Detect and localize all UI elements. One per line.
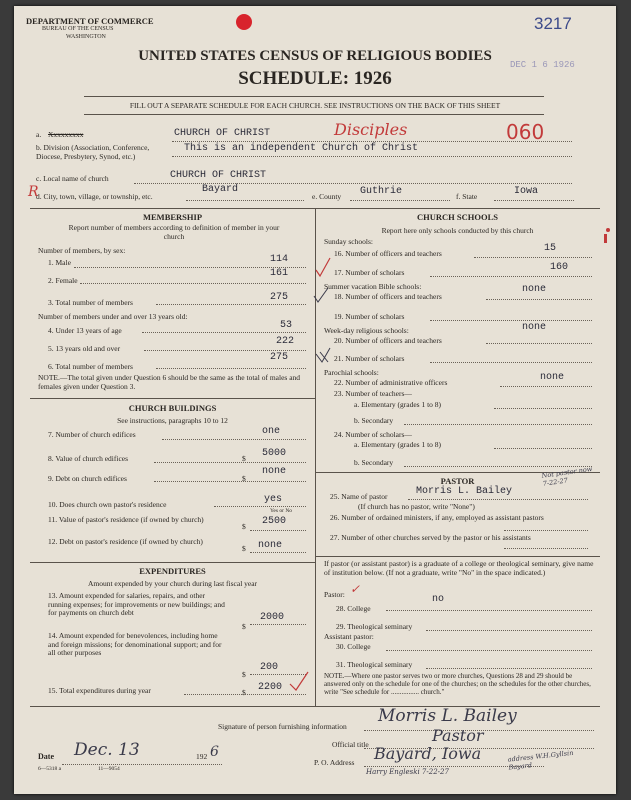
- q20-label: 20. Number of officers and teachers: [334, 336, 442, 345]
- q26-label: 26. Number of ordained ministers, if any, employed as assistant pastors: [330, 513, 544, 522]
- pastor-red-mark: ✓: [350, 582, 361, 596]
- schools-heading: CHURCH SCHOOLS: [417, 212, 498, 222]
- local-name-value: CHURCH OF CHRIST: [170, 170, 267, 181]
- q21-label: 21. Number of scholars: [334, 354, 405, 363]
- q25-note: (If church has no pastor, write "None"): [358, 502, 475, 511]
- received-stamp: DEC 1 6 1926: [510, 60, 575, 70]
- title-label: Official title: [332, 740, 369, 749]
- q8-value: 5000: [262, 448, 287, 459]
- bureau-city: WASHINGTON: [66, 34, 106, 40]
- pastor-label: Pastor:: [324, 590, 345, 599]
- q2-label: 2. Female: [48, 276, 78, 285]
- q20-value: none: [522, 322, 547, 333]
- address-value: Bayard, Iowa: [374, 744, 482, 763]
- field-a-struck: Xxxxxxxxx: [48, 130, 84, 139]
- weekday-schools-label: Week-day religious schools:: [324, 326, 409, 335]
- q24b-label: b. Secondary: [354, 458, 394, 467]
- q22-label: 22. Number of administrative officers: [334, 378, 448, 387]
- schools-intro: Report here only schools conducted by this church: [381, 226, 534, 235]
- summer-schools-label: Summer vacation Bible schools:: [324, 282, 422, 291]
- q9-value: none: [262, 466, 287, 477]
- q7-label: 7. Number of church edifices: [48, 430, 136, 439]
- red-marker-dot: [236, 14, 252, 30]
- form-number: 6—5318 a: [38, 766, 62, 772]
- q5-label: 5. 13 years old and over: [48, 344, 121, 353]
- membership-by-sex: Number of members, by sex:: [38, 246, 126, 255]
- membership-intro: Report number of members according to definition of member in your church: [68, 223, 280, 241]
- q23b-label: b. Secondary: [354, 416, 394, 425]
- q3-value: 275: [270, 292, 289, 303]
- city-value: Bayard: [202, 184, 239, 195]
- field-d-label: d. City, town, village, or township, etc.: [36, 192, 153, 201]
- q17-label: 17. Number of scholars: [334, 268, 405, 277]
- year-digit: 6: [210, 744, 219, 760]
- serial-number: 3217: [534, 14, 572, 33]
- q24a-label: a. Elementary (grades 1 to 8): [354, 440, 442, 449]
- q28-value: no: [432, 594, 445, 605]
- yes-no-hint: Yes or No: [270, 508, 293, 514]
- total-checkmark: [288, 670, 312, 694]
- form-title: UNITED STATES CENSUS OF RELIGIOUS BODIES: [138, 48, 492, 64]
- department-name: DEPARTMENT OF COMMERCE: [26, 16, 154, 26]
- q5-value: 222: [276, 336, 295, 347]
- q28-label: 28. College: [336, 604, 371, 613]
- buildings-intro: See instructions, paragraphs 10 to 12: [117, 416, 228, 425]
- q17-value: 160: [550, 262, 569, 273]
- q15-label: 15. Total expenditures during year: [48, 686, 151, 695]
- expenditures-intro: Amount expended by your church during last fiscal year: [87, 579, 258, 588]
- margin-check-mark: R: [28, 184, 39, 200]
- field-a-prefix: a.: [36, 130, 42, 139]
- q3-label: 3. Total number of members: [48, 298, 133, 307]
- membership-heading: MEMBERSHIP: [142, 212, 203, 222]
- membership-age-intro: Number of members under and over 13 years old:: [38, 312, 188, 321]
- state-value: Iowa: [514, 186, 539, 197]
- q31-label: 31. Theological seminary: [336, 660, 413, 669]
- q12-value: none: [258, 540, 283, 551]
- q12-label: 12. Debt on pastor's residence (if owned by church): [48, 537, 203, 546]
- q15-value: 2200: [258, 682, 283, 693]
- q6-label: 6. Total number of members: [48, 362, 133, 371]
- annotation-new-pastor: Harry Engleski 7-22-27: [366, 768, 449, 776]
- q10-label: 10. Does church own pastor's residence: [48, 500, 167, 509]
- annotation-address: address W.H.Gyllsin Bayard: [507, 748, 574, 772]
- denomination-note: Disciples: [334, 120, 408, 139]
- q2-value: 161: [270, 268, 289, 279]
- q14-label: 14. Amount expended for benevolences, including home and foreign missions; for denominational support; and for all other purposes: [48, 631, 222, 657]
- bureau-name: BUREAU OF THE CENSUS: [42, 26, 114, 32]
- expenditures-heading: EXPENDITURES: [139, 566, 206, 576]
- signature-label: Signature of person furnishing information: [218, 722, 347, 731]
- q11-label: 11. Value of pastor's residence (if owned by church): [48, 515, 204, 524]
- q13-value: 2000: [260, 612, 285, 623]
- q23a-label: a. Elementary (grades 1 to 8): [354, 400, 442, 409]
- q25-value: Morris L. Bailey: [416, 486, 513, 497]
- tally-checkmarks: [300, 256, 334, 368]
- date-label: Date: [38, 752, 54, 761]
- pastor-note: NOTE.—Where one pastor serves two or more churches, Questions 28 and 29 should be answered only on the schedule for one of the churches; on the schedules for the other churches, write "See schedule for ................ church.": [324, 672, 591, 696]
- q27-label: 27. Number of other churches served by the pastor or his assistants: [330, 533, 531, 542]
- buildings-heading: CHURCH BUILDINGS: [128, 403, 217, 413]
- classification-code: 060: [506, 120, 545, 144]
- q16-value: 15: [544, 243, 557, 254]
- county-value: Guthrie: [360, 186, 403, 197]
- graduate-note: If pastor (or assistant pastor) is a graduate of a college or theological seminary, give name of institution below. (If not a graduate, write "No" in the space indicated.): [324, 559, 594, 577]
- q23-label: 23. Number of teachers—: [334, 389, 412, 398]
- q6-value: 275: [270, 352, 289, 363]
- field-f-label: f. State: [456, 192, 478, 201]
- q19-label: 19. Number of scholars: [334, 312, 405, 321]
- field-c-label: c. Local name of church: [36, 174, 109, 183]
- sunday-schools-label: Sunday schools:: [324, 237, 373, 246]
- division-value: This is an independent Church of Christ: [184, 143, 419, 154]
- title-value: Pastor: [432, 726, 484, 745]
- q30-label: 30. College: [336, 642, 371, 651]
- signature-value: Morris L. Bailey: [378, 706, 517, 726]
- address-label: P. O. Address: [314, 758, 355, 767]
- parochial-schools-label: Parochial schools:: [324, 368, 379, 377]
- q4-label: 4. Under 13 years of age: [48, 326, 122, 335]
- q1-value: 114: [270, 254, 289, 265]
- q13-label: 13. Amount expended for salaries, repairs, and other running expenses; for improvements or new buildings; and for payments on church debt: [48, 591, 225, 617]
- q16-label: 16. Number of officers and teachers: [334, 249, 442, 258]
- q9-label: 9. Debt on church edifices: [48, 474, 127, 483]
- q1-label: 1. Male: [48, 258, 71, 267]
- schedule-title: SCHEDULE: 1926: [238, 68, 392, 89]
- field-b-label: b. Division (Association, Conference, Diocese, Presbytery, Synod, etc.): [36, 143, 150, 161]
- form-instruction: FILL OUT A SEPARATE SCHEDULE FOR EACH CHURCH. SEE INSTRUCTIONS ON THE BACK OF THIS SHEET: [129, 101, 501, 110]
- q14-value: 200: [260, 662, 279, 673]
- membership-note: NOTE.—The total given under Question 6 should be the same as the total of males and females given under Question 3.: [38, 373, 301, 391]
- pastor-heading: PASTOR: [440, 476, 475, 486]
- field-e-label: e. County: [312, 192, 342, 201]
- q10-value: yes: [264, 494, 283, 505]
- form-number-2: 11—9054: [98, 766, 120, 772]
- q24-label: 24. Number of scholars—: [334, 430, 412, 439]
- denomination-value: CHURCH OF CHRIST: [174, 128, 271, 139]
- q29-label: 29. Theological seminary: [336, 622, 413, 631]
- assistant-pastor-label: Assistant pastor:: [324, 632, 374, 641]
- census-schedule-form: DEPARTMENT OF COMMERCE BUREAU OF THE CENSUS WASHINGTON 3217 DEC 1 6 1926 UNITED STATES CENSUS OF RELIGIOUS BODIES SCHEDULE: 1926 FILL OUT A SEPARATE SCHEDULE FOR EACH CHURCH. SEE INSTRUCTIONS ON THE BACK OF THIS SHEET 060 a. Xxxxxxxxx CHURCH OF CHRIST Disciples b. Division (Association, Conference, Diocese, Presbytery, Synod, etc.) This is an independent Church of Christ c. Local name of church CHURCH OF CHRIST R d. City, town, village, or township, etc. Bayard e. County Guthrie f. State Iowa MEMBERSHIP Report number of members according to definition of member in your church Number of members, by sex: 1. Male 114 2. Female 161 3. Total number of members 275 Number of members under and over 13 years old: 4. Under 13 years of age 53 5. 13 years old and over 222 6. Total number of members 275 NOTE.—The total given under Question 6 should be the same as the total of males and females given under Question 3. CHURCH BUILDINGS See instructions, paragraphs 10 to 12 7. Number of church edifices one 8. Value of church edifices $ 5000 9. Debt on church edifices $ none 10. Does church own pastor's residence yes Yes or No 11. Value of pastor's residence (if owned by church) $ 2500 12. Debt on pastor's residence (if owned by church) $ none EXPENDITURES Amount expended by your church during last fiscal year 13. Amount expended for salaries, repairs, and other running expenses; for improvements or new buildings; and for payments on church debt $ 2000 14. Amount expended for benevolences, including home and foreign missions; for denominational support; and for all other purposes $ 200 15. Total expenditures during year $ 2200 CHURCH SCHOOLS Report here only schools conducted by this church Sunday schools: 16. Number of officers and teachers 15 17. Number of scholars 160 Summer vacation Bible schools: 18. Number of officers and teachers none 19. Number of scholars Week-day religious schools: 20. Number of officers and teachers none 21. Number of scholars Parochial schools: 22. Number of administrative officers none 23. Number of teachers— a. Elementary (grades 1 to 8) b. Secondary 24. Number of scholars— a. Elementary (grades 1 to 8) b. Secondary PASTOR Not pastor now 7-22-27 25. Name of pastor Morris L. Bailey (If church has no pastor, write "None") 26. Number of ordained ministers, if any, employed as assistant pastors 27. Number of other churches served by the pastor or his assistants If pastor (or assistant pastor) is a graduate of a college or theological seminary, give name of institution below. (If not a graduate, write "No" in the space indicated.) Pastor: ✓ 28. College no 29. Theological seminary Assistant pastor: 30. College 31. Theological seminary NOTE.—Where one pastor serves two or more churches, Questions 28 and 29 should be answered only on the schedule for one of the churches; on the schedules for the other churches, write "See schedule for ................ church." Signature of person furnishing information Morris L. Bailey Official title Pastor Date Dec. 13 192 6 6—5318 a 11—9054 P. O. Address Bayard, Iowa Harry Engleski 7-22-27 address W.H.Gyllsin Bayard: [14, 6, 616, 794]
- pastor-margin-note: Not pastor now 7-22-27: [541, 464, 593, 488]
- q7-value: one: [262, 426, 281, 437]
- q18-label: 18. Number of officers and teachers: [334, 292, 442, 301]
- q11-value: 2500: [262, 516, 287, 527]
- date-value: Dec. 13: [74, 740, 140, 760]
- q25-label: 25. Name of pastor: [330, 492, 388, 501]
- q8-label: 8. Value of church edifices: [48, 454, 129, 463]
- year-prefix: 192: [196, 752, 208, 761]
- q22-value: none: [540, 372, 565, 383]
- q18-value: none: [522, 284, 547, 295]
- q4-value: 53: [280, 320, 293, 331]
